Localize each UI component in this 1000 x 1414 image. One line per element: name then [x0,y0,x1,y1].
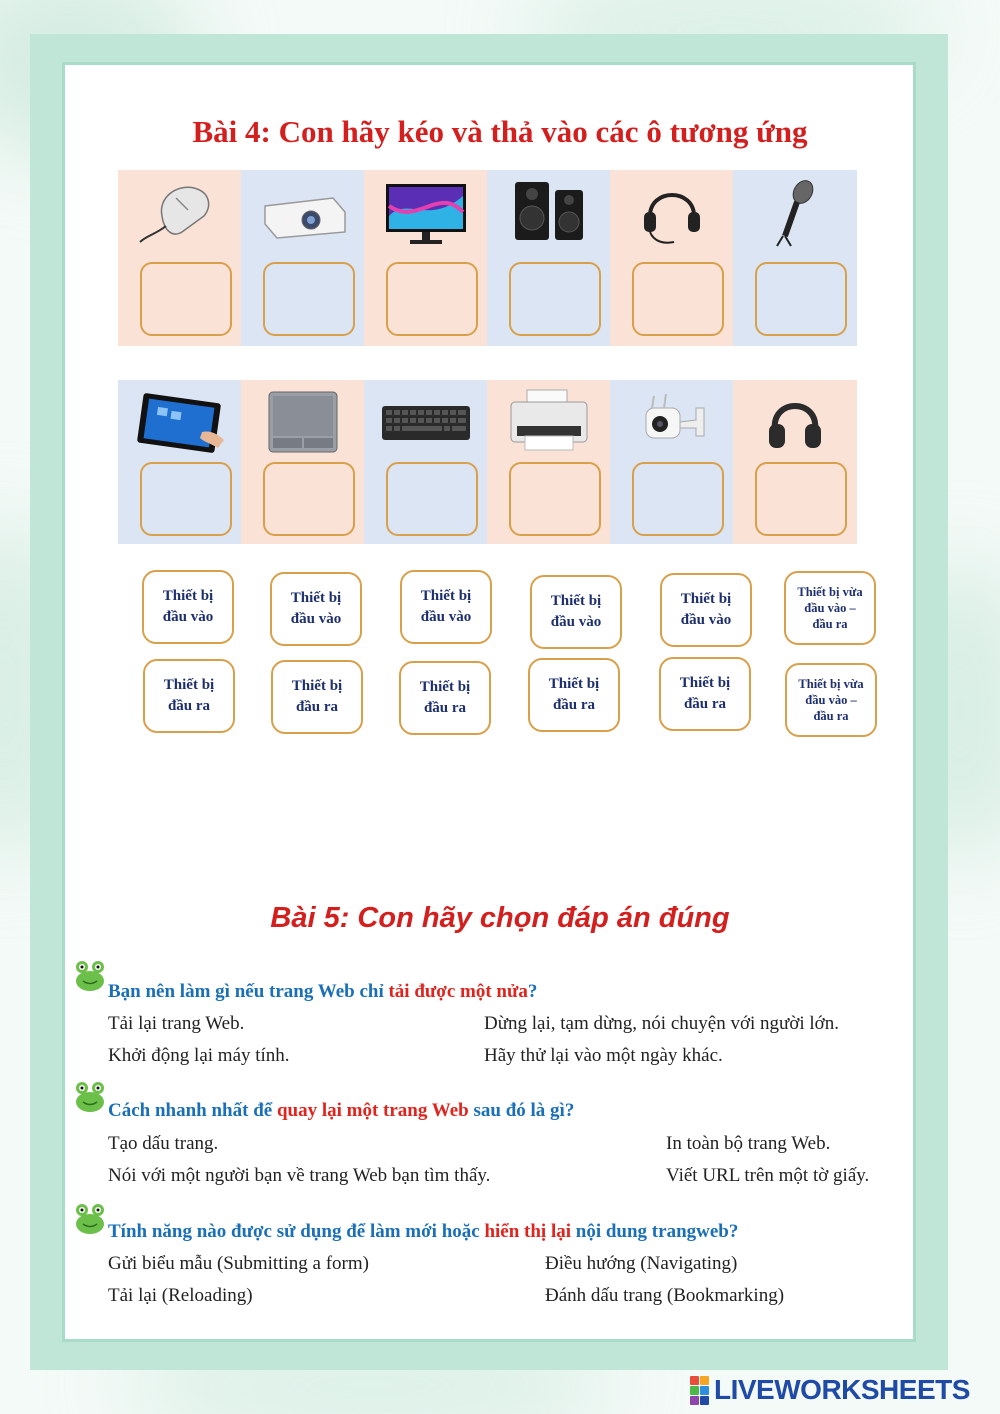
headphones-icon [747,386,843,458]
logo-blocks-icon [690,1376,709,1405]
drag-label-output[interactable]: Thiết bị đầu ra [271,660,363,734]
answer-option[interactable]: Tải lại (Reloading) [108,1285,253,1306]
drop-zone[interactable] [632,262,724,336]
mouse-icon [132,176,228,248]
drop-zone[interactable] [263,262,355,336]
device-cell-keyboard [364,380,487,544]
drop-zone[interactable] [140,462,232,536]
question-highlight: tải được một nửa [388,981,528,1002]
frog-icon [70,955,110,993]
drop-zone[interactable] [263,462,355,536]
device-cell-projector [241,170,364,346]
drag-label-input[interactable]: Thiết bị đầu vào [142,570,234,644]
answer-option[interactable]: Đánh dấu trang (Bookmarking) [545,1285,785,1306]
drag-label-input[interactable]: Thiết bị đầu vào [400,570,492,644]
question-2 [108,1100,574,1122]
answer-option[interactable]: In toàn bộ trang Web. [666,1133,831,1154]
drag-label-input-output[interactable]: Thiết bị vừa đầu vào – đầu ra [785,663,877,737]
liveworksheets-logo[interactable] [690,1374,970,1406]
device-cell-printer [487,380,610,544]
exercise-5-title: Bài 5: Con hãy chọn đáp án đúng [270,902,730,934]
speakers-icon [501,176,597,248]
drag-label-output[interactable]: Thiết bị đầu ra [399,661,491,735]
device-cell-camera [610,380,733,544]
question-text: ? [527,981,538,1002]
device-cell-touchscreen [118,380,241,544]
question-text: Cách nhanh nhất để [108,1100,277,1121]
answer-option[interactable]: Tạo dấu trang. [108,1133,219,1154]
device-row-2 [118,380,882,544]
frog-icon [70,1198,110,1236]
drag-label-output[interactable]: Thiết bị đầu ra [659,657,751,731]
security-camera-icon [624,386,720,458]
answer-option[interactable]: Tải lại trang Web. [108,1013,245,1034]
answer-option[interactable]: Gửi biểu mẫu (Submitting a form) [108,1253,369,1274]
drop-zone[interactable] [632,462,724,536]
drop-zone[interactable] [509,462,601,536]
drop-zone[interactable] [755,262,847,336]
answer-option[interactable]: Khởi động lại máy tính. [108,1045,290,1066]
device-cell-touchpad [241,380,364,544]
answer-option[interactable]: Nói với một người bạn về trang Web bạn tìm thấy. [108,1165,491,1186]
drop-zone[interactable] [755,462,847,536]
question-text: sau đó là gì? [468,1100,575,1121]
question-text: Bạn nên làm gì nếu trang Web chỉ [108,981,389,1002]
device-cell-monitor [364,170,487,346]
drop-zone[interactable] [386,462,478,536]
drop-zone[interactable] [140,262,232,336]
projector-icon [255,176,351,248]
device-cell-headphones [733,380,857,544]
device-cell-mouse [118,170,241,346]
question-3 [108,1221,738,1243]
answer-option[interactable]: Điều hướng (Navigating) [545,1253,738,1274]
question-highlight: quay lại một trang Web [276,1100,469,1121]
printer-icon [501,386,597,458]
question-text: Tính năng nào được sử dụng để làm mới hoặc [108,1221,485,1242]
drop-zone[interactable] [509,262,601,336]
exercise-4-title: Bài 4: Con hãy kéo và thả vào các ô tương ứng [192,114,808,149]
frog-icon [70,1076,110,1114]
answer-option[interactable]: Viết URL trên một tờ giấy. [666,1165,870,1186]
drag-label-output[interactable]: Thiết bị đầu ra [143,659,235,733]
drag-label-input[interactable]: Thiết bị đầu vào [530,575,622,649]
monitor-icon [378,176,474,248]
device-cell-microphone [733,170,857,346]
question-highlight: hiển thị lại [484,1221,572,1242]
drag-label-output[interactable]: Thiết bị đầu ra [528,658,620,732]
microphone-icon [747,176,843,248]
headset-icon [624,176,720,248]
drop-zone[interactable] [386,262,478,336]
logo-text: LIVEWORKSHEETS [714,1374,970,1405]
drag-label-input[interactable]: Thiết bị đầu vào [270,572,362,646]
drag-label-input[interactable]: Thiết bị đầu vào [660,573,752,647]
keyboard-icon [378,386,474,458]
answer-option[interactable]: Dừng lại, tạm dừng, nói chuyện với người lớn. [484,1013,839,1034]
question-1 [108,981,537,1003]
device-cell-headset [610,170,733,346]
touchpad-icon [255,386,351,458]
device-cell-speakers [487,170,610,346]
device-row-1 [118,170,882,346]
question-text: nội dung trangweb? [571,1221,739,1242]
answer-option[interactable]: Hãy thử lại vào một ngày khác. [484,1045,723,1066]
drag-label-input-output[interactable]: Thiết bị vừa đầu vào – đầu ra [784,571,876,645]
touchscreen-tablet-icon [132,386,228,458]
